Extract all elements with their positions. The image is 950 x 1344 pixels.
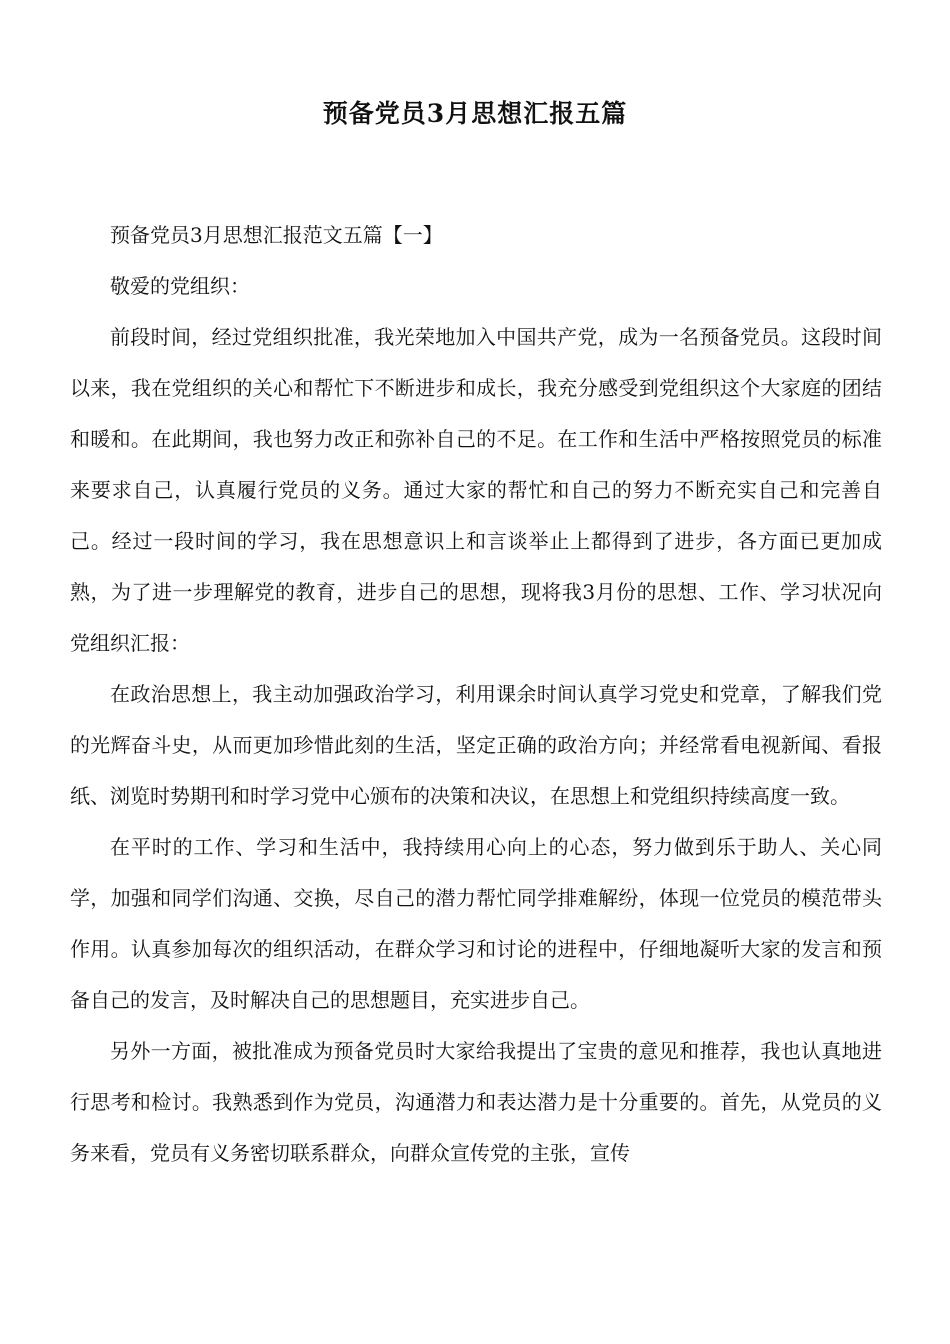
salutation: 敬爱的党组织：	[110, 274, 250, 298]
paragraph: 在政治思想上，我主动加强政治学习，利用课余时间认真学习党史和党章，了解我们党的光辉奋斗史，从而更加珍惜此刻的生活，坚定正确的政治方向；并经常看电视新闻、看报纸、浏览时势期刊和时学习党中心颁布的决策和决议，在思想上和党组织持续高度一致。	[70, 682, 882, 808]
paragraph: 在平时的工作、学习和生活中，我持续用心向上的心态，努力做到乐于助人、关心同学，加强和同学们沟通、交换，尽自己的潜力帮忙同学排难解纷，体现一位党员的模范带头作用。认真参加每次的组织活动，在群众学习和讨论的进程中，仔细地凝听大家的发言和预备自己的发言，及时解决自己的思想题目，充实进步自己。	[70, 835, 882, 1012]
paragraph: 另外一方面，被批准成为预备党员时大家给我提出了宝贵的意见和推荐，我也认真地进行思考和检讨。我熟悉到作为党员，沟通潜力和表达潜力是十分重要的。首先，从党员的义务来看，党员有义务密切联系群众，向群众宣传党的主张，宣传	[70, 1039, 882, 1165]
document-body	[70, 210, 882, 1179]
paragraph: 前段时间，经过党组织批准，我光荣地加入中国共产党，成为一名预备党员。这段时间以来，我在党组织的关心和帮忙下不断进步和成长，我充分感受到党组织这个大家庭的团结和暖和。在此期间，我也努力改正和弥补自己的不足。在工作和生活中严格按照党员的标准来要求自己，认真履行党员的义务。通过大家的帮忙和自己的努力不断充实自己和完善自己。经过一段时间的学习，我在思想意识上和言谈举止上都得到了进步，各方面已更加成熟，为了进一步理解党的教育，进步自己的思想，现将我3月份的思想、工作、学习状况向党组织汇报：	[70, 325, 882, 655]
document-title: 预备党员3月思想汇报五篇	[322, 99, 628, 128]
section-heading: 预备党员3月思想汇报范文五篇【一】	[110, 223, 443, 247]
